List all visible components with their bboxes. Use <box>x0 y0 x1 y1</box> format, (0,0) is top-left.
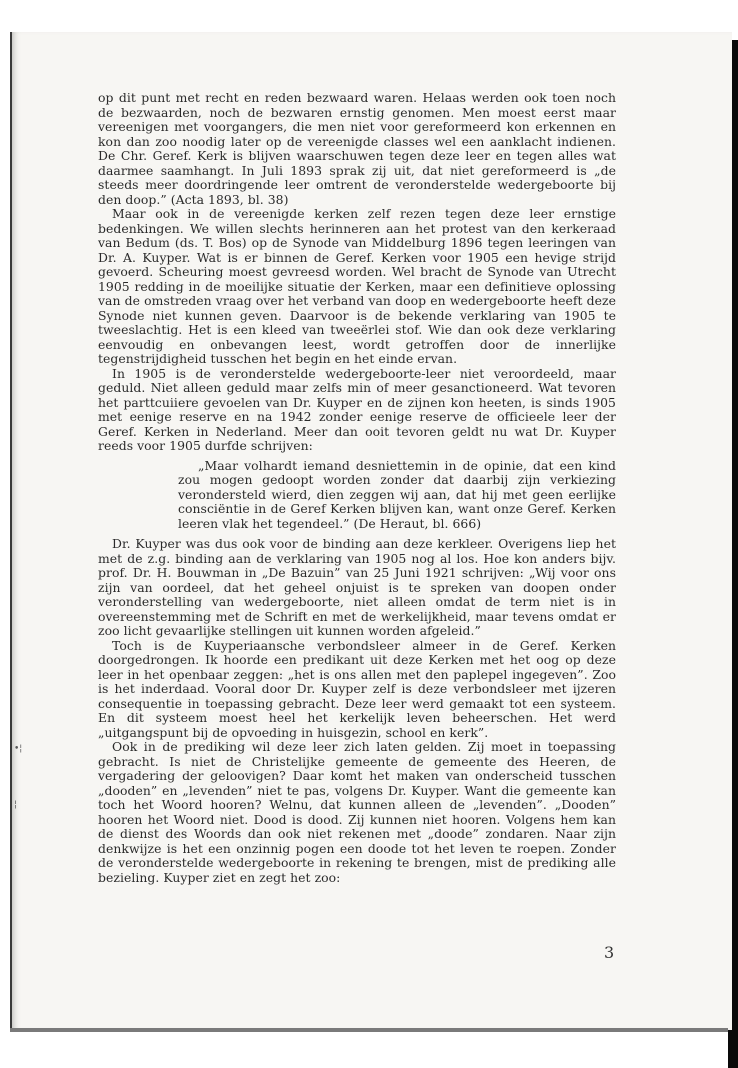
paragraph: op dit punt met recht en reden bezwaard waren. Helaas werden ook toen noch de bezwaarden, noch de bezwaren ernstig genomen. Men moest eerst maar vereenigen met voorgangers, die men niet voor gereformeerd kon erkennen en kon dan zoo noodig later op de vereenigde classes wel een aanklacht indienen. De Chr. Geref. Kerk is blijven waarschuwen tegen deze leer en tegen alles wat daarmee saamhangt. In Juli 1893 sprak zij uit, dat niet gereformeerd is „de steeds meer doordringende leer omtrent de veronderstelde wedergeboorte bij den doop.” (Acta 1893, bl. 38) <box>98 90 616 207</box>
paragraph: Toch is de Kuyperiaansche verbondsleer almeer in de Geref. Kerken doorgedrongen. Ik hoorde een predikant uit deze Kerken met het oog op deze leer in het openbaar zeggen: „het is ons allen met den paplepel ingegeven”. Zoo is het inderdaad. Vooral door Dr. Kuyper zelf is deze verbondsleer met ijzeren consequentie in toepassing gebracht. Deze leer werd gemaakt tot een systeem. En dit systeem moest heel het kerkelijk leven beheerschen. Het werd „uitgangspunt bij de opvoeding in huisgezin, school en kerk”. <box>98 637 616 740</box>
body-text <box>98 91 616 885</box>
paragraph: Dr. Kuyper was dus ook voor de binding aan deze kerkleer. Overigens liep het met de z.g. binding aan de verklaring van 1905 nog al los. Hoe kon anders bijv. prof. Dr. H. Bouwman in „De Bazuin” van 25 Juni 1921 schrijven: „Wij voor ons zijn van oordeel, dat het geheel onjuist is te spreken van doopen onder veronderstelling van wedergeboorte, niet alleen omdat de term niet is in overeenstemming met de Schrift en met de werkelijkheid, maar tevens omdat er zoo licht gevaarlijke stellingen uit kunnen worden afgeleid.” <box>98 536 616 638</box>
paragraph: Ook in de prediking wil deze leer zich laten gelden. Zij moet in toepassing gebracht. Is niet de Christelijke gemeente de gemeente des Heeren, de vergadering der geloovigen? Daar komt het maken van onderscheid tusschen „dooden” en „levenden” niet te pas, volgens Dr. Kuyper. Want die gemeente kan toch het Woord hooren? Welnu, dat kunnen alleen de „levenden”. „Dooden” hooren het Woord niet. Dood is dood. Zij kunnen niet hooren. Volgens hem kan de dienst des Woords dan ook niet rekenen met „doode” zondaren. Naar zijn denkwijze is het een onzinnig pogen een doode tot het leven te roepen. Zonder de veronderstelde wedergeboorte in rekening te brengen, mist de prediking alle bezieling. Kuyper ziet en zegt het zoo: <box>98 739 616 885</box>
block-quote: „Maar volhardt iemand desniettemin in de opinie, dat een kind zou mogen gedoopt worden zonder dat daarbij zijn verkiezing verondersteld wierd, dien zeggen wij aan, dat hij met geen eerlijke consciëntie in de Geref Kerken blijven kan, want onze Geref. Kerken leeren vlak het tegendeel.” (De Heraut, bl. 666) <box>178 457 616 531</box>
margin-mark: ¦ <box>14 800 18 810</box>
paragraph: Maar ook in de vereenigde kerken zelf rezen tegen deze leer ernstige bedenkingen. We willen slechts herinneren aan het protest van den kerkeraad van Bedum (ds. T. Bos) op de Synode van Middelburg 1896 tegen leeringen van Dr. A. Kuyper. Wat is er binnen de Geref. Kerken voor 1905 een hevige strijd gevoerd. Scheuring moest gevreesd worden. Wel bracht de Synode van Utrecht 1905 redding in de moeilijke situatie der Kerken, maar een definitieve oplossing van de omstreden vraag over het verband van doop en wedergeboorte heeft deze Synode niet kunnen geven. Daarvoor is de bekende verklaring van 1905 te tweeslachtig. Het is een kleed van tweeërlei stof. Wie dan ook deze verklaring eenvoudig en onbevangen leest, wordt getroffen door de innerlijke tegenstrijdigheid tusschen het begin en het einde ervan. <box>98 206 616 366</box>
margin-mark: •¦ <box>14 744 23 754</box>
paragraph: In 1905 is de veronderstelde wedergeboorte-leer niet veroordeeld, maar geduld. Niet alleen geduld maar zelfs min of meer gesanctioneerd. Wat tevoren het parttcuiiere gevoelen van Dr. Kuyper en de zijnen kon heeten, is sinds 1905 met eenige reserve en na 1942 zonder eenige reserve de officieele leer der Geref. Kerken in Nederland. Meer dan ooit tevoren geldt nu wat Dr. Kuyper reeds voor 1905 durfde schrijven: <box>98 365 616 453</box>
page-number: 3 <box>604 943 615 962</box>
page-edge-shadow <box>10 1028 728 1032</box>
